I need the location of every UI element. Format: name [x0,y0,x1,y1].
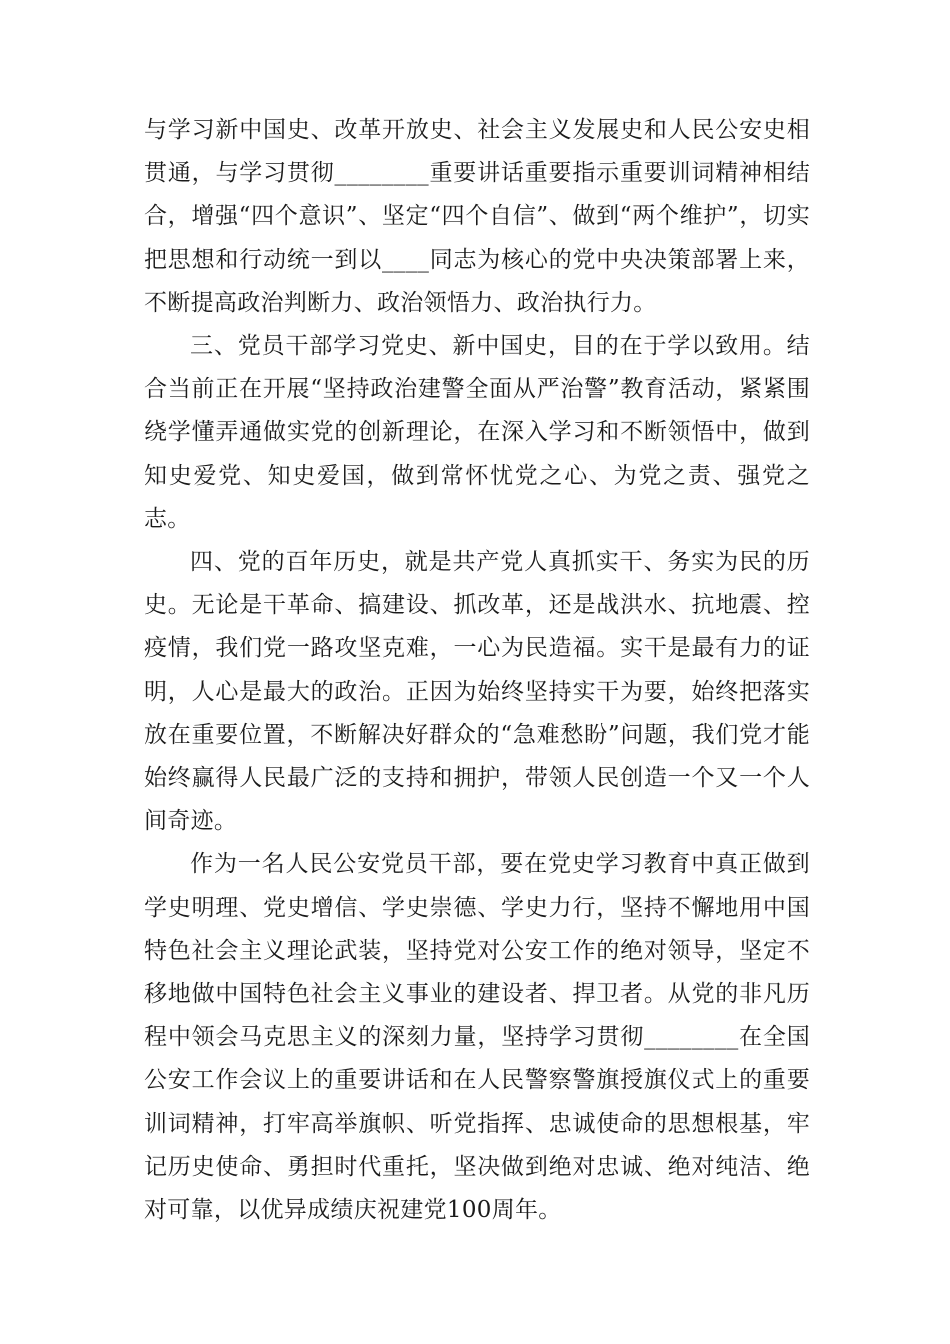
paragraph-conclusion: 作为一名人民公安党员干部，要在党史学习教育中真正做到学史明理、党史增信、学史崇德、学史力行，坚持不懈地用中国特色社会主义理论武装，坚持党对公安工作的绝对领导，坚定不移地做中国特色社会主义事业的建设者、捍卫者。从党的非凡历程中领会马克思主义的深刻力量，坚持学习贯彻________在全国公安工作会议上的重要讲话和在人民警察警旗授旗仪式上的重要训词精神，打牢高举旗帜、听党指挥、忠诚使命的思想根基，牢记历史使命、勇担时代重托，坚决做到绝对忠诚、绝对纯洁、绝对可靠，以优异成绩庆祝建党100周年。 [144,851,810,1224]
paragraph-section-four: 四、党的百年历史，就是共产党人真抓实干、务实为民的历史。无论是干革命、搞建设、抓改革，还是战洪水、抗地震、控疫情，我们党一路攻坚克难，一心为民造福。实干是最有力的证明，人心是最大的政治。正因为始终坚持实干为要，始终把落实放在重要位置，不断解决好群众的“急难愁盼”问题，我们党才能始终赢得人民最广泛的支持和拥护，带领人民创造一个又一个人间奇迹。 [144,549,810,835]
paragraph-continuation: 与学习新中国史、改革开放史、社会主义发展史和人民公安史相贯通，与学习贯彻________重要讲话重要指示重要训词精神相结合，增强“四个意识”、坚定“四个自信”、做到“两个维护”，切实把思想和行动统一到以____同志为核心的党中央决策部署上来，不断提高政治判断力、政治领悟力、政治执行力。 [144,117,810,316]
paragraph-section-three: 三、党员干部学习党史、新中国史，目的在于学以致用。结合当前正在开展“坚持政治建警全面从严治警”教育活动，紧紧围绕学懂弄通做实党的创新理论，在深入学习和不断领悟中，做到知史爱党、知史爱国，做到常怀忧党之心、为党之责、强党之志。 [144,333,810,532]
document-body [144,109,810,1232]
